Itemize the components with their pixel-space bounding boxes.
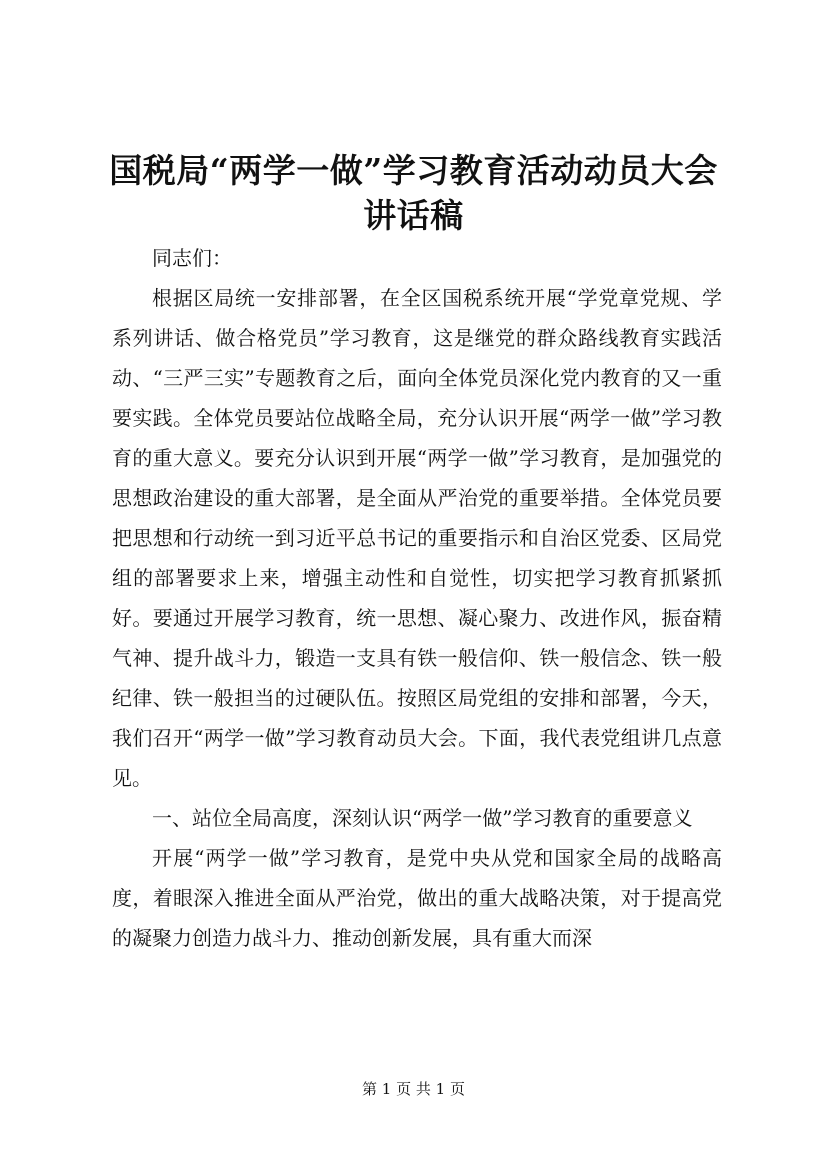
page-number-footer: 第 1 页 共 1 页 [362, 1080, 465, 1098]
paragraph-2: 开展“两学一做”学习教育，是党中央从党和国家全局的战略高度，着眼深入推进全面从严治党，做出的重大战略决策，对于提高党的凝聚力创造力战斗力、推动创新发展，具有重大而深 [112, 846, 722, 950]
paragraph-1: 根据区局统一安排部署，在全区国税系统开展“学党章党规、学系列讲话、做合格党员”学习教育，这是继党的群众路线教育实践活动、“三严三实”专题教育之后，面向全体党员深化党内教育的又一重要实践。全体党员要站位战略全局，充分认识开展“两学一做”学习教育的重大意义。要充分认识到开展“两学一做”学习教育，是加强党的思想政治建设的重大部署，是全面从严治党的重要举措。全体党员要把思想和行动统一到习近平总书记的重要指示和自治区党委、区局党组的部署要求上来，增强主动性和自觉性，切实把学习教育抓紧抓好。要通过开展学习教育，统一思想、凝心聚力、改进作风，振奋精气神、提升战斗力，锻造一支具有铁一般信仰、铁一般信念、铁一般纪律、铁一般担当的过硬队伍。按照区局党组的安排和部署，今天，我们召开“两学一做”学习教育动员大会。下面，我代表党组讲几点意见。 [112, 286, 722, 790]
document-body [112, 238, 722, 958]
section-heading-1: 一、站位全局高度，深刻认识“两学一做”学习教育的重要意义 [152, 806, 693, 830]
salutation: 同志们： [152, 246, 232, 270]
document-title: 国税局“两学一做”学习教育活动动员大会讲话稿 [109, 151, 718, 235]
